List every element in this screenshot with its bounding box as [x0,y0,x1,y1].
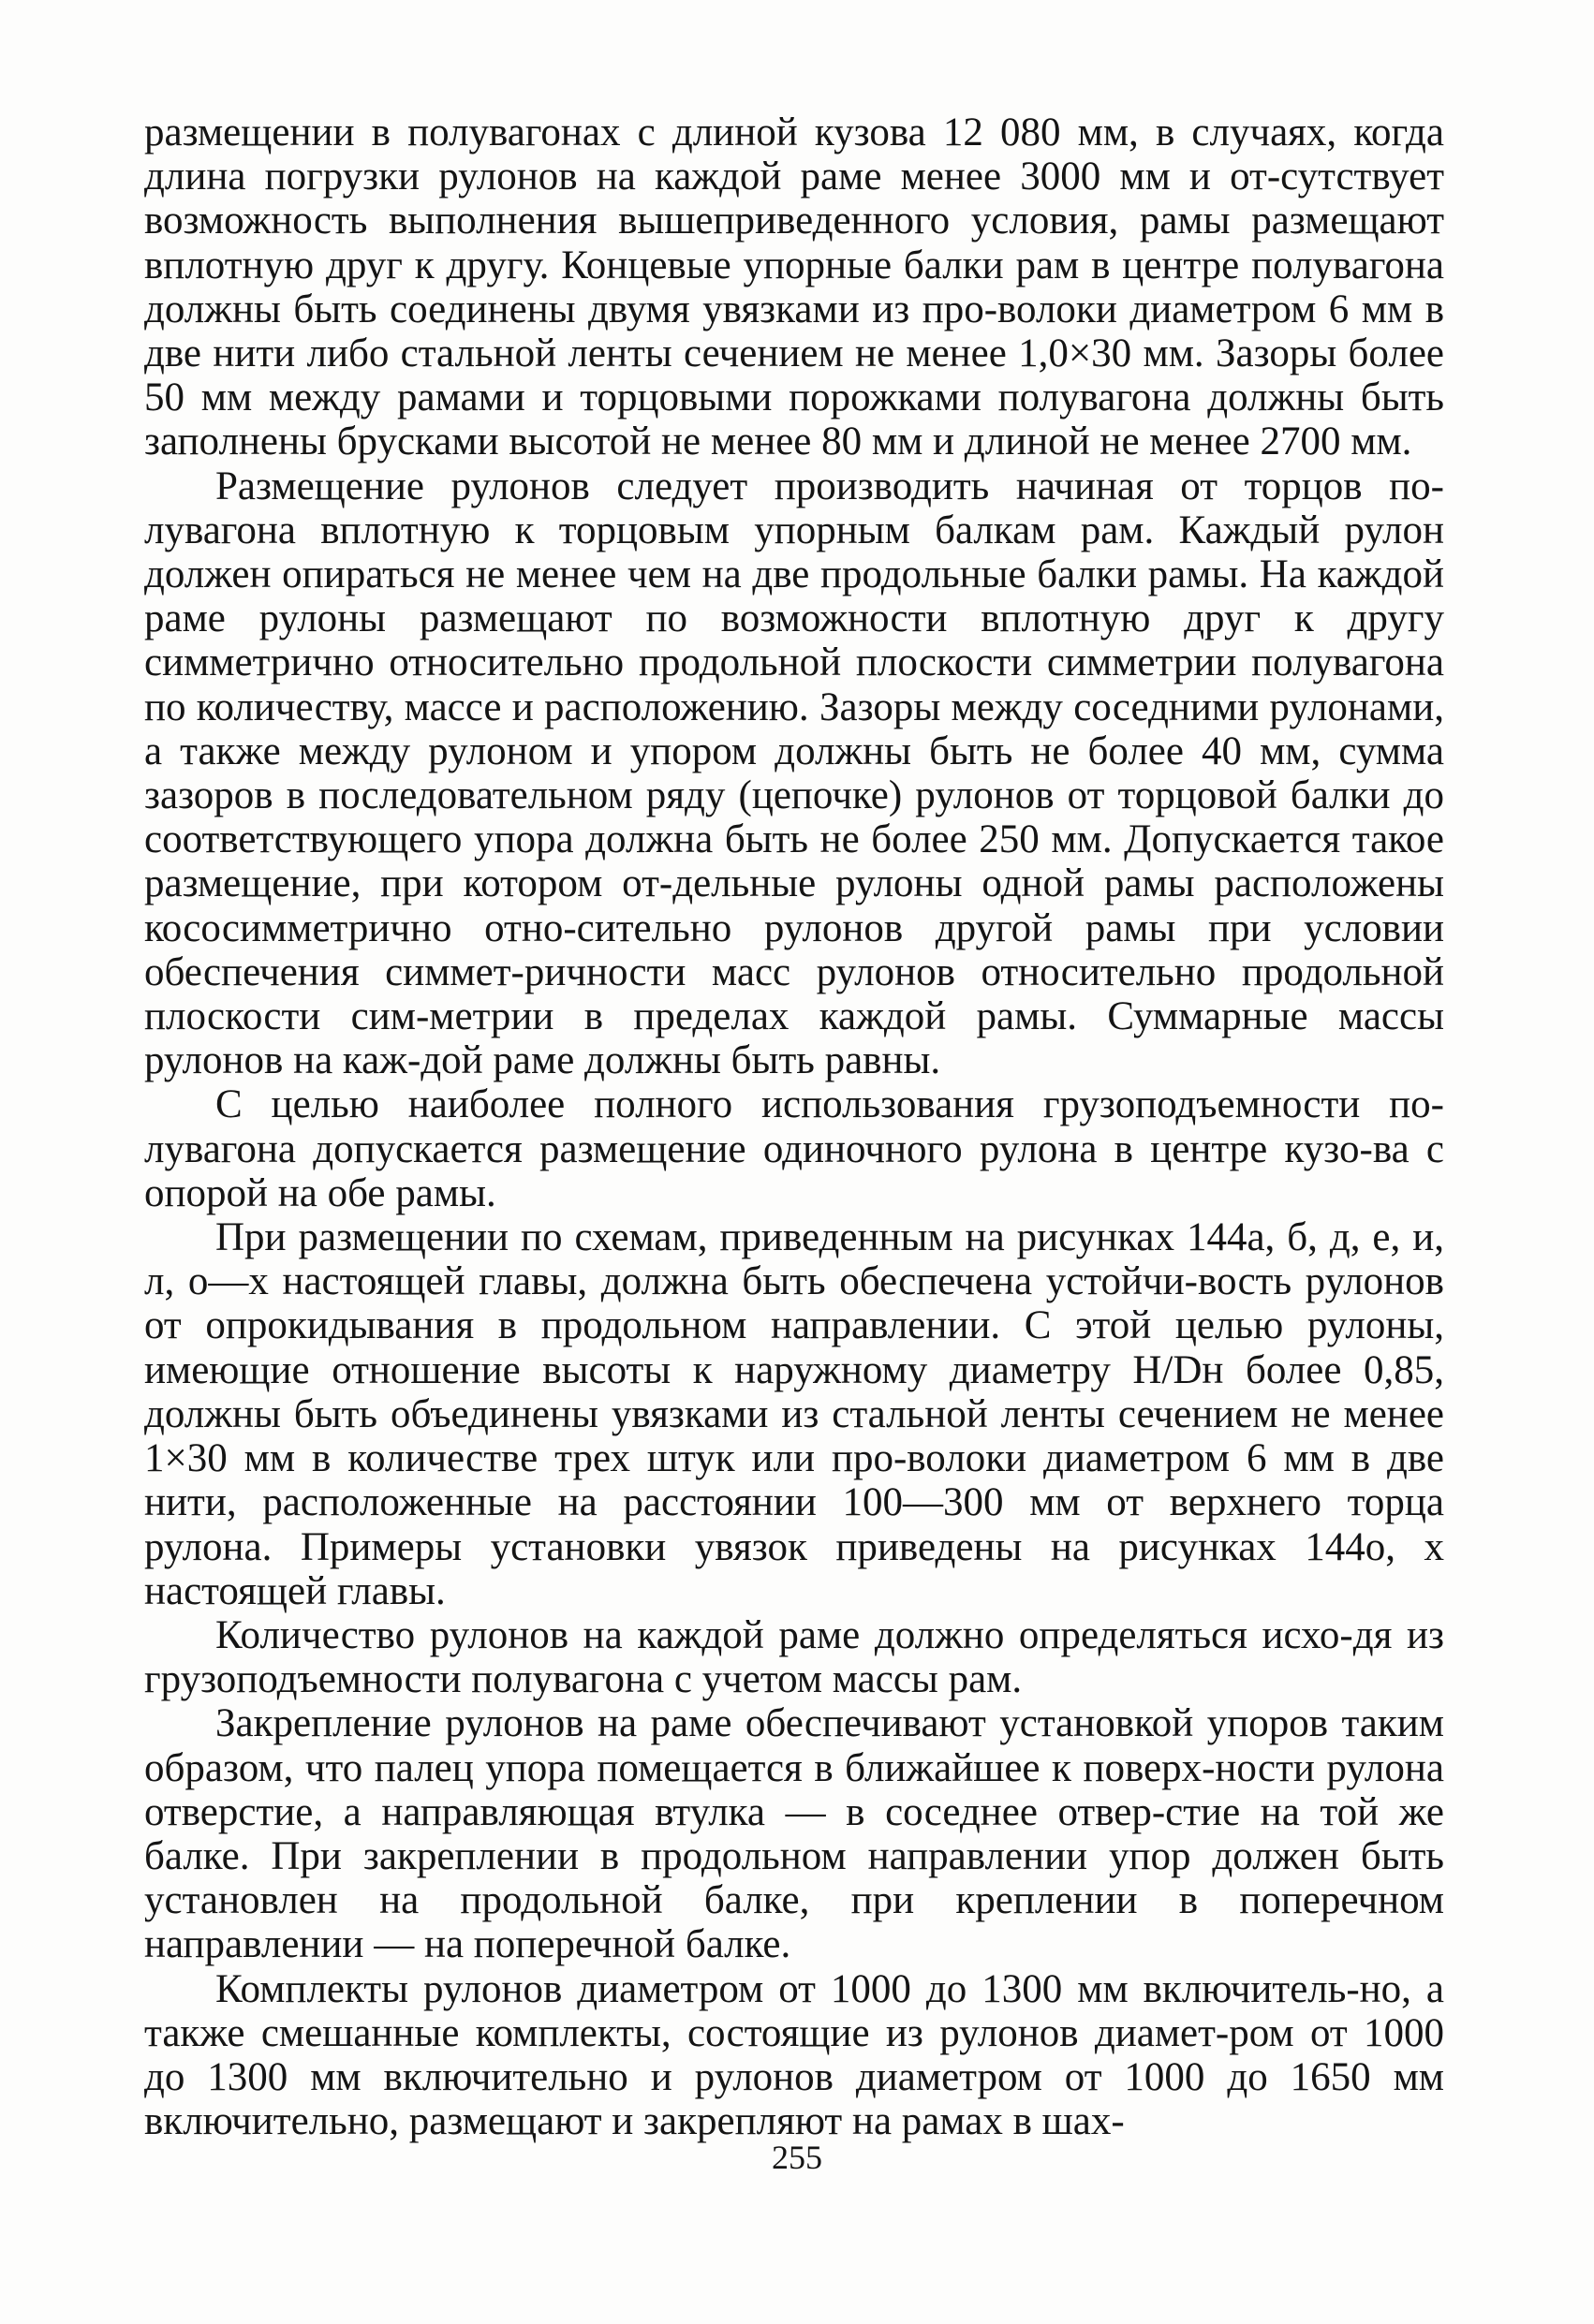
body-text [144,110,1444,2143]
paragraph-1: размещении в полувагонах с длиной кузова 12 080 мм, в случаях, когда длина погрузки рулонов на каждой раме менее 3000 мм и от-сутствует возможность выполнения вышеприведенного условия, рамы размещают вплотную друг к другу. Концевые упорные балки рам в центре полувагона должны быть соединены двумя увязками из про-волоки диаметром 6 мм в две нити либо стальной ленты сечением не менее 1,0×30 мм. Зазоры более 50 мм между рамами и торцовыми порожками полувагона должны быть заполнены брусками высотой не менее 80 мм и длиной не менее 2700 мм. [144,110,1444,464]
paragraph-4: При размещении по схемам, приведенным на рисунках 144а, б, д, е, и, л, о—х настоящей главы, должна быть обеспечена устойчи-вость рулонов от опрокидывания в продольном направлении. С этой целью рулоны, имеющие отношение высоты к наружному диаметру H/Dн более 0,85, должны быть объединены увязками из стальной ленты сечением не менее 1×30 мм в количестве трех штук или про-волоки диаметром 6 мм в две нити, расположенные на расстоянии 100—300 мм от верхнего торца рулона. Примеры установки увязок приведены на рисунках 144о, х настоящей главы. [144,1215,1444,1613]
paragraph-5: Количество рулонов на каждой раме должно определяться исхо-дя из грузоподъемности полувагона с учетом массы рам. [144,1612,1444,1702]
paragraph-3: С целью наиболее полного использования грузоподъемности по-лувагона допускается размещение одиночного рулона в центре кузо-ва с опорой на обе рамы. [144,1082,1444,1215]
paragraph-7: Комплекты рулонов диаметром от 1000 до 1300 мм включитель-но, а также смешанные комплекты, состоящие из рулонов диамет-ром от 1000 до 1300 мм включительно и рулонов диаметром от 1000 до 1650 мм включительно, размещают и закрепляют на рамах в шах- [144,1966,1444,2144]
paragraph-6: Закрепление рулонов на раме обеспечивают установкой упоров таким образом, что палец упора помещается в ближайшее к поверх-ности рулона отверстие, а направляющая втулка — в соседнее отвер-стие на той же балке. При закреплении в продольном направлении упор должен быть установлен на продольной балке, при креплении в поперечном направлении — на поперечной балке. [144,1701,1444,1967]
paragraph-2: Размещение рулонов следует производить начиная от торцов по-лувагона вплотную к торцовым упорным балкам рам. Каждый рулон должен опираться не менее чем на две продольные балки рамы. На каждой раме рулоны размещают по возможности вплотную друг к другу симметрично относительно продольной плоскости симметрии полувагона по количеству, массе и расположению. Зазоры между соседними рулонами, а также между рулоном и упором должны быть не более 40 мм, сумма зазоров в последовательном ряду (цепочке) рулонов от торцовой балки до соответствующего упора должна быть не более 250 мм. Допускается такое размещение, при котором от-дельные рулоны одной рамы расположены кососимметрично отно-сительно рулонов другой рамы при условии обеспечения симмет-ричности масс рулонов относительно продольной плоскости сим-метрии в пределах каждой рамы. Суммарные массы рулонов на каж-дой раме должны быть равны. [144,463,1444,1083]
page-number: 255 [772,2139,822,2176]
